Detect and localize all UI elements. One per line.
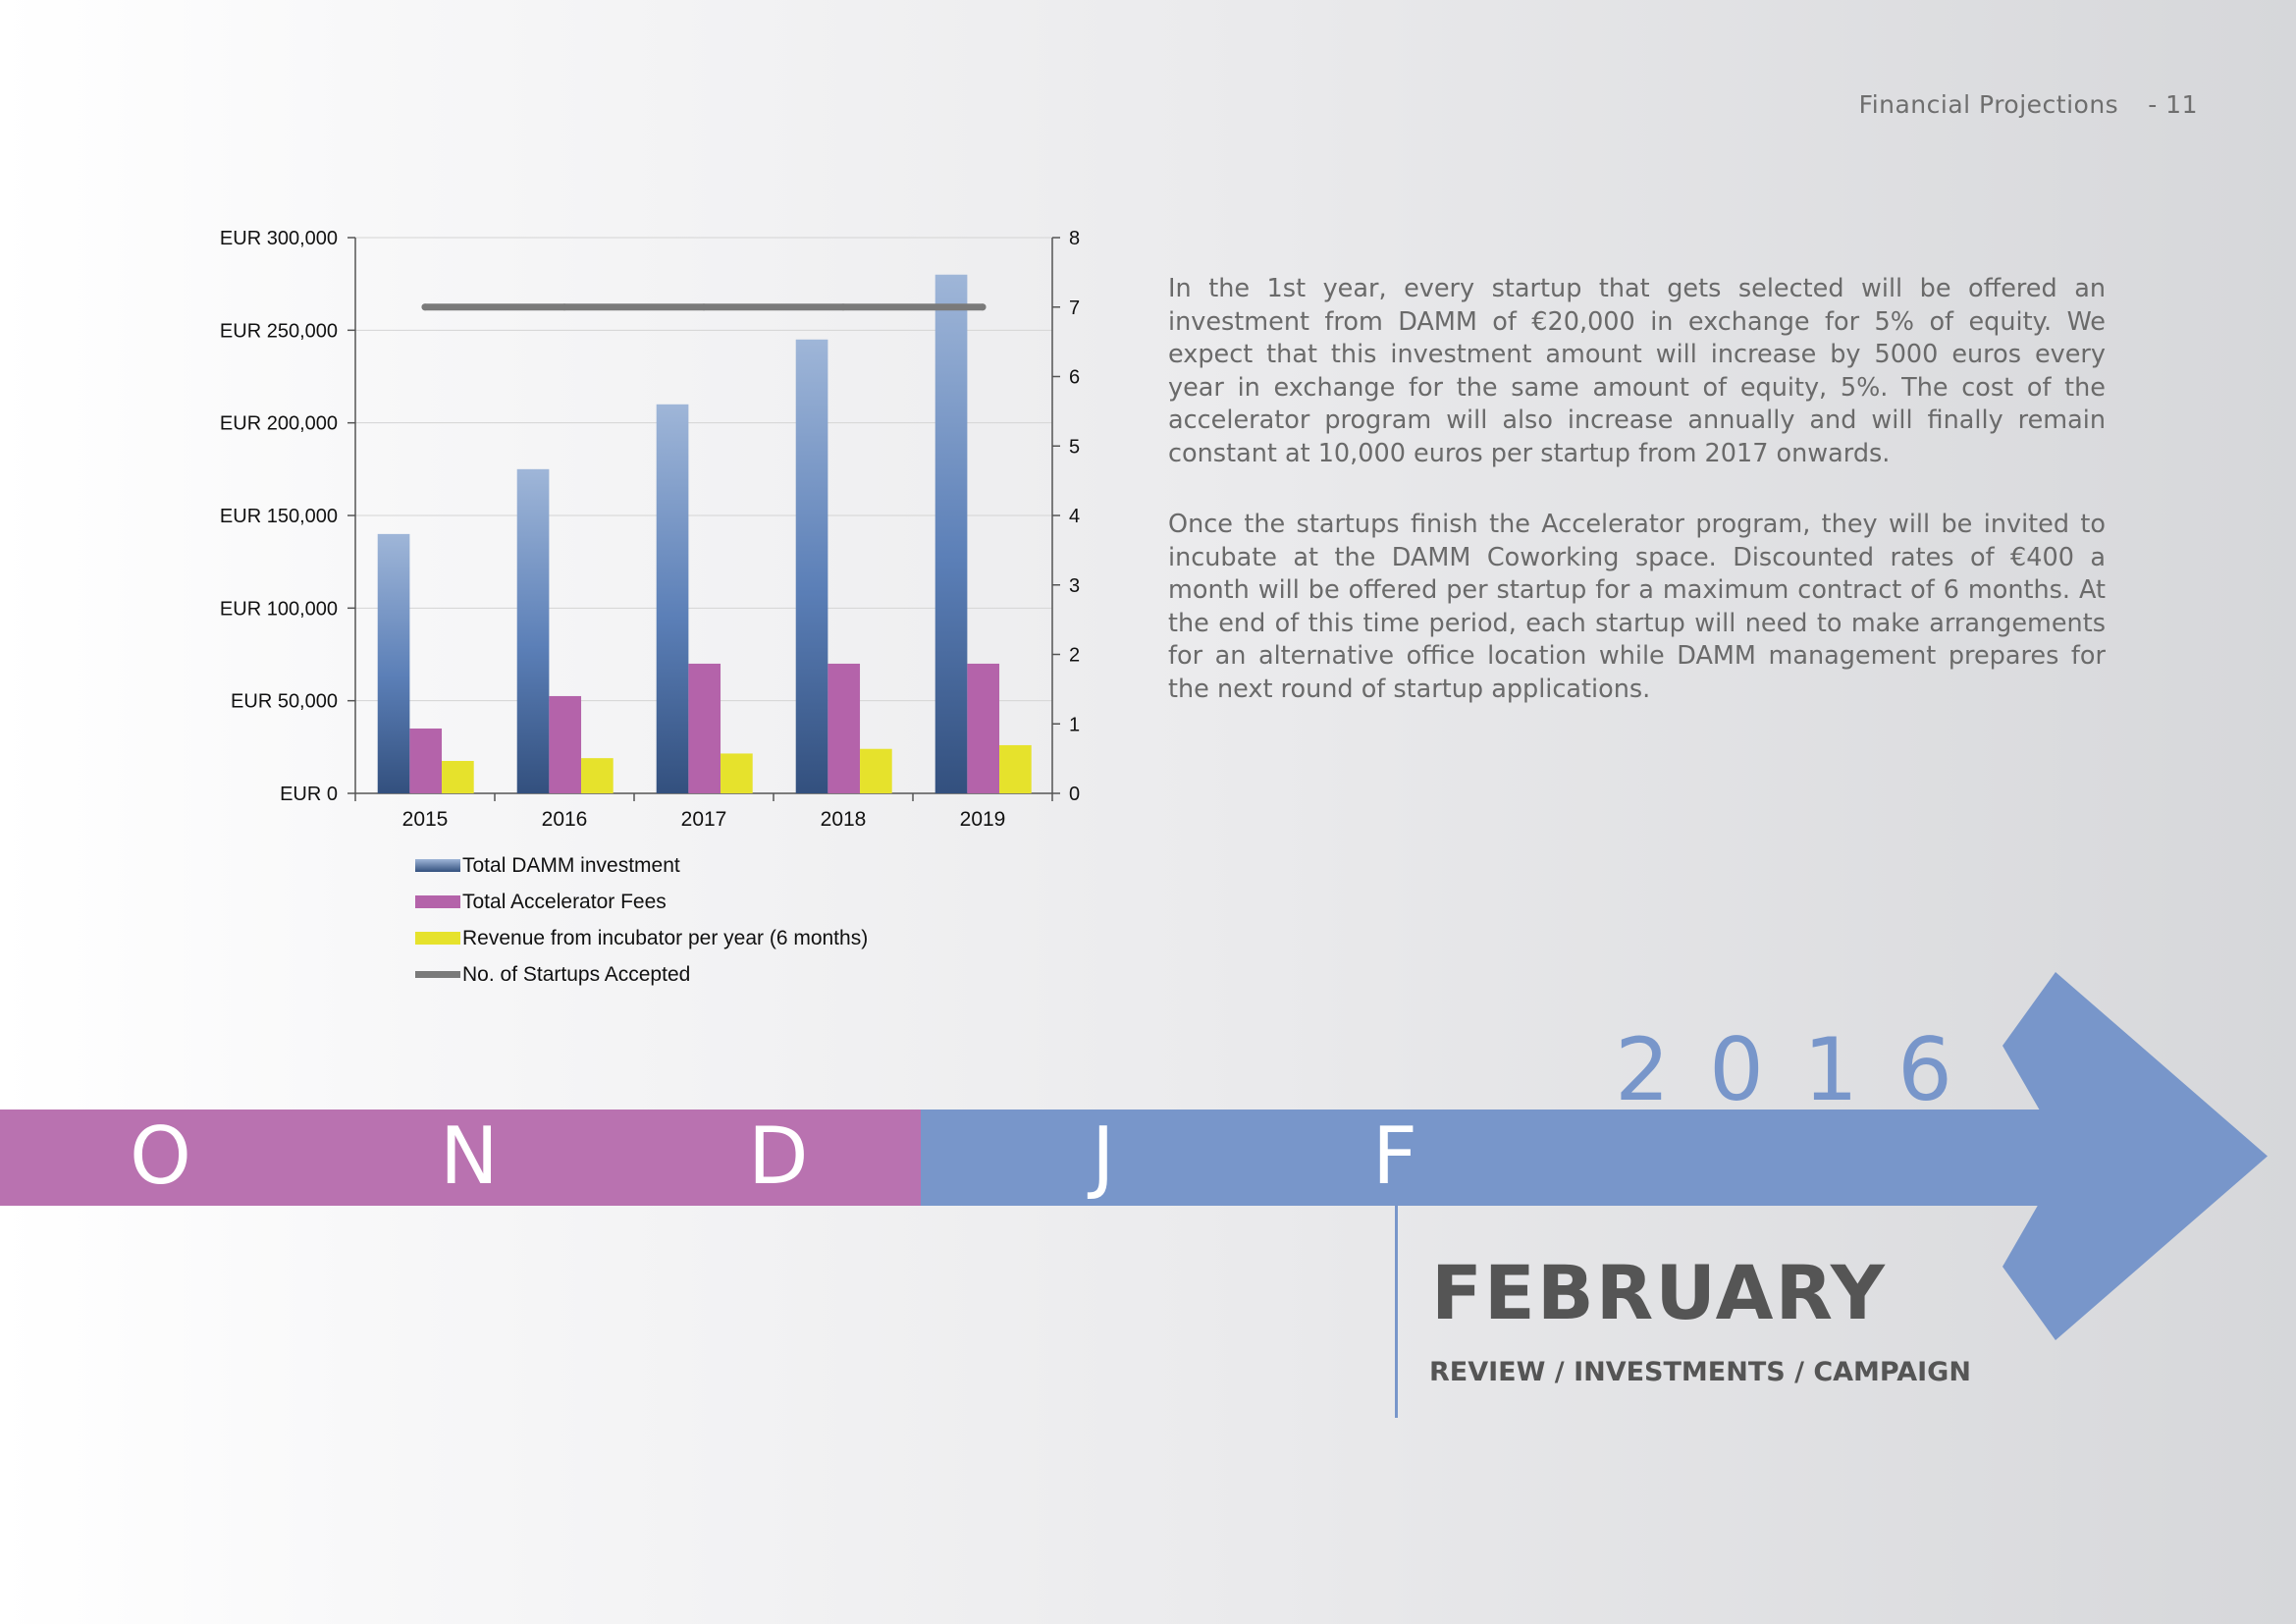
month-label-november: N [440, 1110, 499, 1202]
bar-damm-investment [517, 469, 550, 793]
x-tick-label: 2015 [401, 808, 449, 831]
bar-incubator-revenue [860, 749, 892, 793]
y-right-tick-label: 7 [1069, 297, 1081, 319]
legend-swatch-incubator-revenue [415, 932, 460, 945]
y-right-tick-label: 2 [1069, 644, 1081, 667]
bar-accelerator-fees [549, 696, 581, 793]
financial-chart [0, 0, 1099, 844]
line-point-startups-accepted [980, 303, 987, 310]
section-title: Financial Projections [1858, 90, 2119, 119]
line-point-startups-accepted [561, 303, 568, 310]
bar-incubator-revenue [999, 745, 1032, 793]
paragraph-incubation: Once the startups finish the Accelerator program, they will be invited to incubate at the DAMM Coworking space. Discounted rates of €400 a month will be offered per startup for a maximum contract of 6 months. At the end of this time period, each startup will need to make arrangements for an alternative office location while DAMM management prepares for the next round of startup applications. [1168, 510, 2106, 704]
y-right-tick-label: 4 [1069, 506, 1081, 527]
bar-accelerator-fees [828, 664, 860, 793]
current-month-title: FEBRUARY [1431, 1249, 1887, 1336]
y-right-tick-label: 1 [1069, 714, 1081, 736]
bar-damm-investment [378, 534, 410, 793]
y-left-tick-label: EUR 200,000 [219, 412, 338, 435]
month-label-february: F [1372, 1110, 1418, 1202]
legend-swatch-startups-accepted [415, 971, 460, 978]
legend-item-accelerator-fees [415, 884, 868, 920]
line-point-startups-accepted [840, 303, 847, 310]
legend-label: Revenue from incubator per year (6 months) [462, 926, 869, 949]
bar-incubator-revenue [581, 758, 614, 793]
timeline-year: 2016 [1615, 1019, 1992, 1120]
legend-item-startups-accepted [415, 956, 868, 993]
month-label-december: D [748, 1110, 809, 1202]
legend-item-incubator-revenue [415, 920, 868, 956]
page-number: - 11 [2148, 90, 2198, 119]
bar-accelerator-fees [688, 664, 721, 793]
y-left-tick-label: EUR 50,000 [231, 690, 338, 713]
legend-label: Total DAMM investment [462, 853, 680, 877]
legend-label: No. of Startups Accepted [462, 962, 691, 986]
bar-incubator-revenue [442, 761, 474, 793]
bar-damm-investment [796, 340, 828, 793]
legend-label: Total Accelerator Fees [462, 890, 667, 913]
page-header [1859, 90, 2198, 119]
bar-accelerator-fees [409, 729, 442, 793]
y-right-tick-label: 6 [1069, 366, 1081, 389]
paragraph-investment: In the 1st year, every startup that gets selected will be offered an investment from DAMM of €20,000 in exchange for 5% of equity. We expect that this investment amount will increase by 5000 euros every year in exchange for the same amount of equity, 5%. The cost of the accelerator program will also increase annually and will finally remain constant at 10,000 euros per startup from 2017 onwards. [1168, 274, 2106, 468]
y-left-tick-label: EUR 150,000 [219, 506, 338, 527]
x-tick-label: 2018 [820, 808, 867, 831]
month-label-october: O [130, 1110, 191, 1202]
y-right-tick-label: 8 [1069, 228, 1081, 249]
y-right-tick-label: 5 [1069, 436, 1081, 459]
y-left-tick-label: EUR 100,000 [219, 598, 338, 621]
bar-damm-investment [657, 405, 689, 793]
bar-damm-investment [935, 275, 968, 793]
y-left-tick-label: EUR 300,000 [219, 228, 338, 249]
x-tick-label: 2017 [680, 808, 727, 831]
current-month-subtitle: REVIEW / INVESTMENTS / CAMPAIGN [1429, 1357, 1971, 1387]
y-left-tick-label: EUR 0 [280, 784, 338, 805]
month-label-january: J [1092, 1110, 1115, 1202]
legend-swatch-accelerator-fees [415, 895, 460, 908]
y-left-tick-label: EUR 250,000 [219, 320, 338, 343]
line-point-startups-accepted [701, 303, 708, 310]
y-right-tick-label: 0 [1069, 784, 1081, 805]
x-tick-label: 2019 [959, 808, 1006, 831]
bar-accelerator-fees [967, 664, 999, 793]
line-point-startups-accepted [422, 303, 429, 310]
timeline-marker-line [1395, 1206, 1398, 1418]
x-tick-label: 2016 [541, 808, 588, 831]
legend-item-damm-investment [415, 847, 868, 884]
bar-incubator-revenue [721, 753, 753, 793]
y-right-tick-label: 3 [1069, 574, 1081, 597]
legend-swatch-damm-investment [415, 859, 460, 872]
chart-legend [415, 847, 868, 993]
